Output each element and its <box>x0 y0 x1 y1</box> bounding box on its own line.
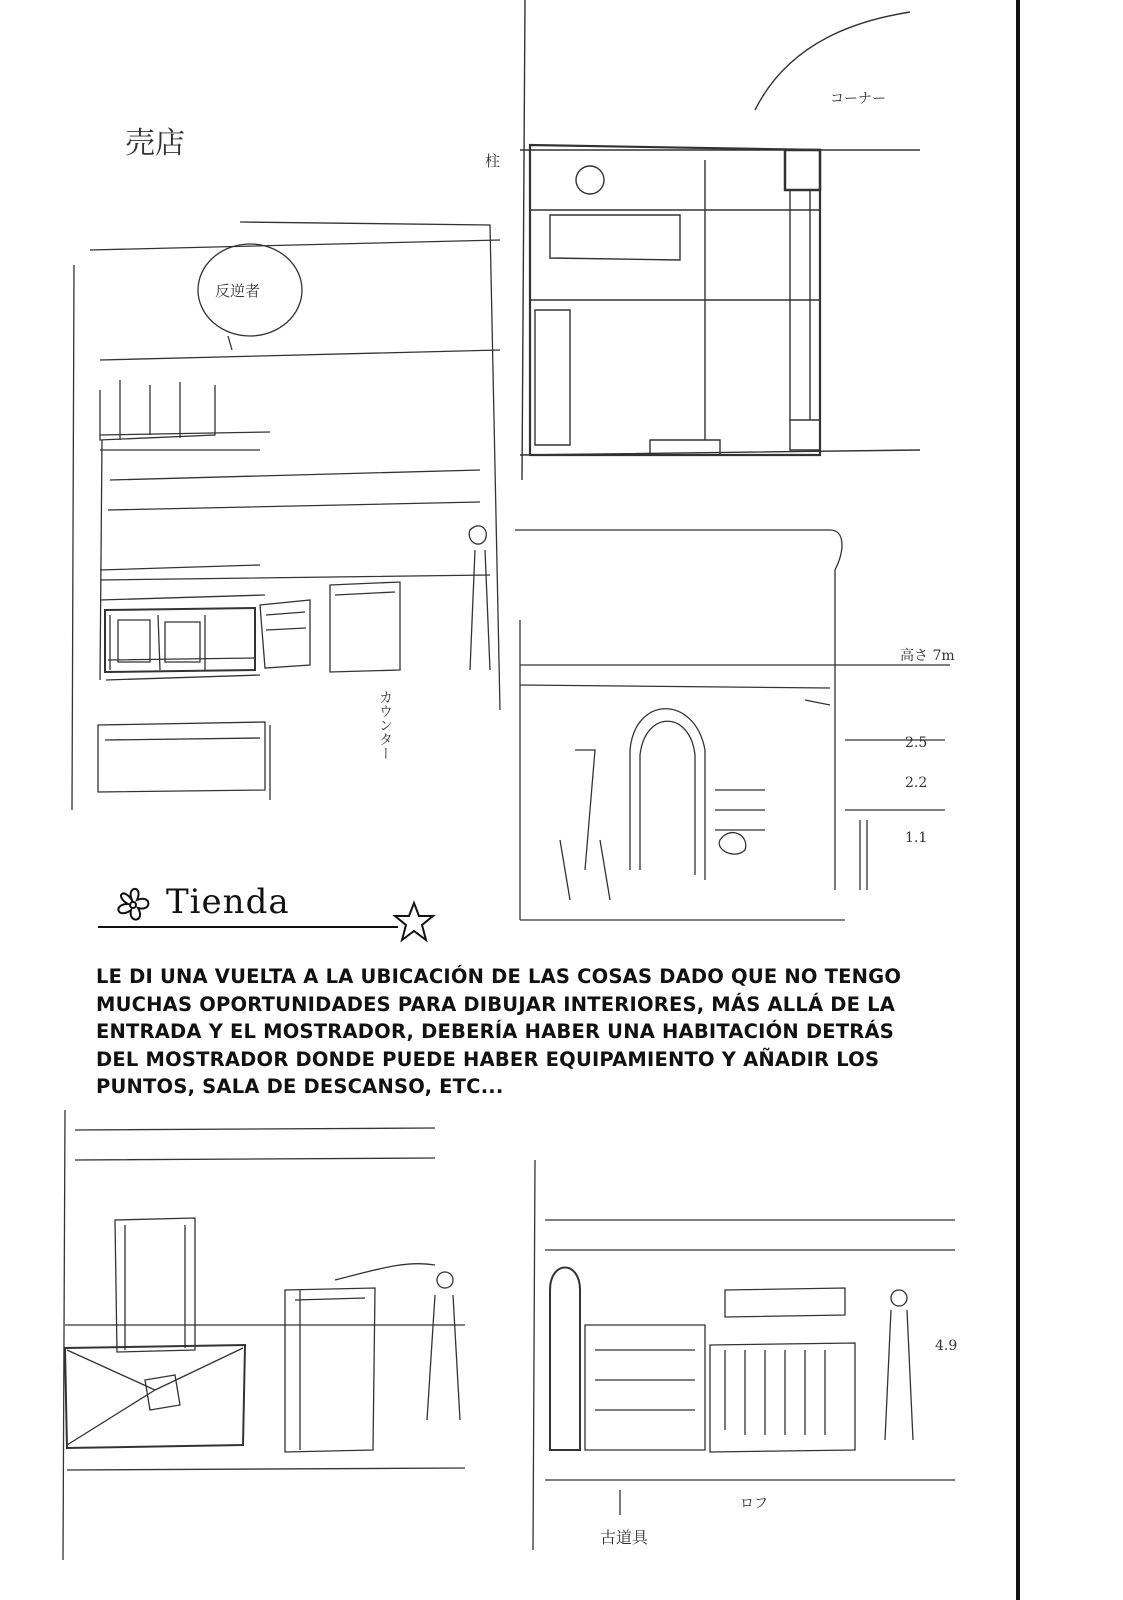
section-body: LE DI UNA VUELTA A LA UBICACIÓN DE LAS COSAS DADO QUE NO TENGO MUCHAS OPORTUNIDADES PARA DIBUJAR INTERIORES, MÁS ALLÁ DE LA ENTRADA Y EL MOSTRADOR, DEBERÍA HABER UNA HABITACIÓN DETRÁS DEL MOSTRADOR DONDE PUEDE HABER EQUIPAMIENTO Y AÑADIR LOS PUNTOS, SALA DE DESCANSO, ETC... <box>96 965 902 1098</box>
measure-4: 4.9 <box>935 1338 958 1354</box>
section-heading <box>110 876 440 948</box>
bubble-label: 反逆者 <box>215 282 261 300</box>
bottom-right-note: ロフ <box>740 1496 768 1512</box>
height-note: 高さ 7m <box>900 648 955 664</box>
section-title: Tienda <box>166 882 290 922</box>
sketch-shop-interior <box>60 210 510 820</box>
sketch-entrance <box>515 520 965 940</box>
counter-note: カウンター <box>377 690 393 760</box>
flower-icon <box>110 882 156 928</box>
measure-1: 2.5 <box>905 735 928 751</box>
pillar-note: 柱 <box>485 152 501 170</box>
bottom-note: 古道具 <box>600 1528 649 1547</box>
sketch-back-room <box>55 1100 475 1570</box>
corner-note: コーナー <box>830 91 886 107</box>
shop-label: 売店 <box>125 126 185 161</box>
measure-3: 1.1 <box>905 830 928 846</box>
star-icon <box>392 900 436 944</box>
page-border <box>1016 0 1020 1600</box>
measure-2: 2.2 <box>905 775 928 791</box>
title-underline <box>98 926 398 928</box>
sketch-floor-plan <box>490 0 930 500</box>
